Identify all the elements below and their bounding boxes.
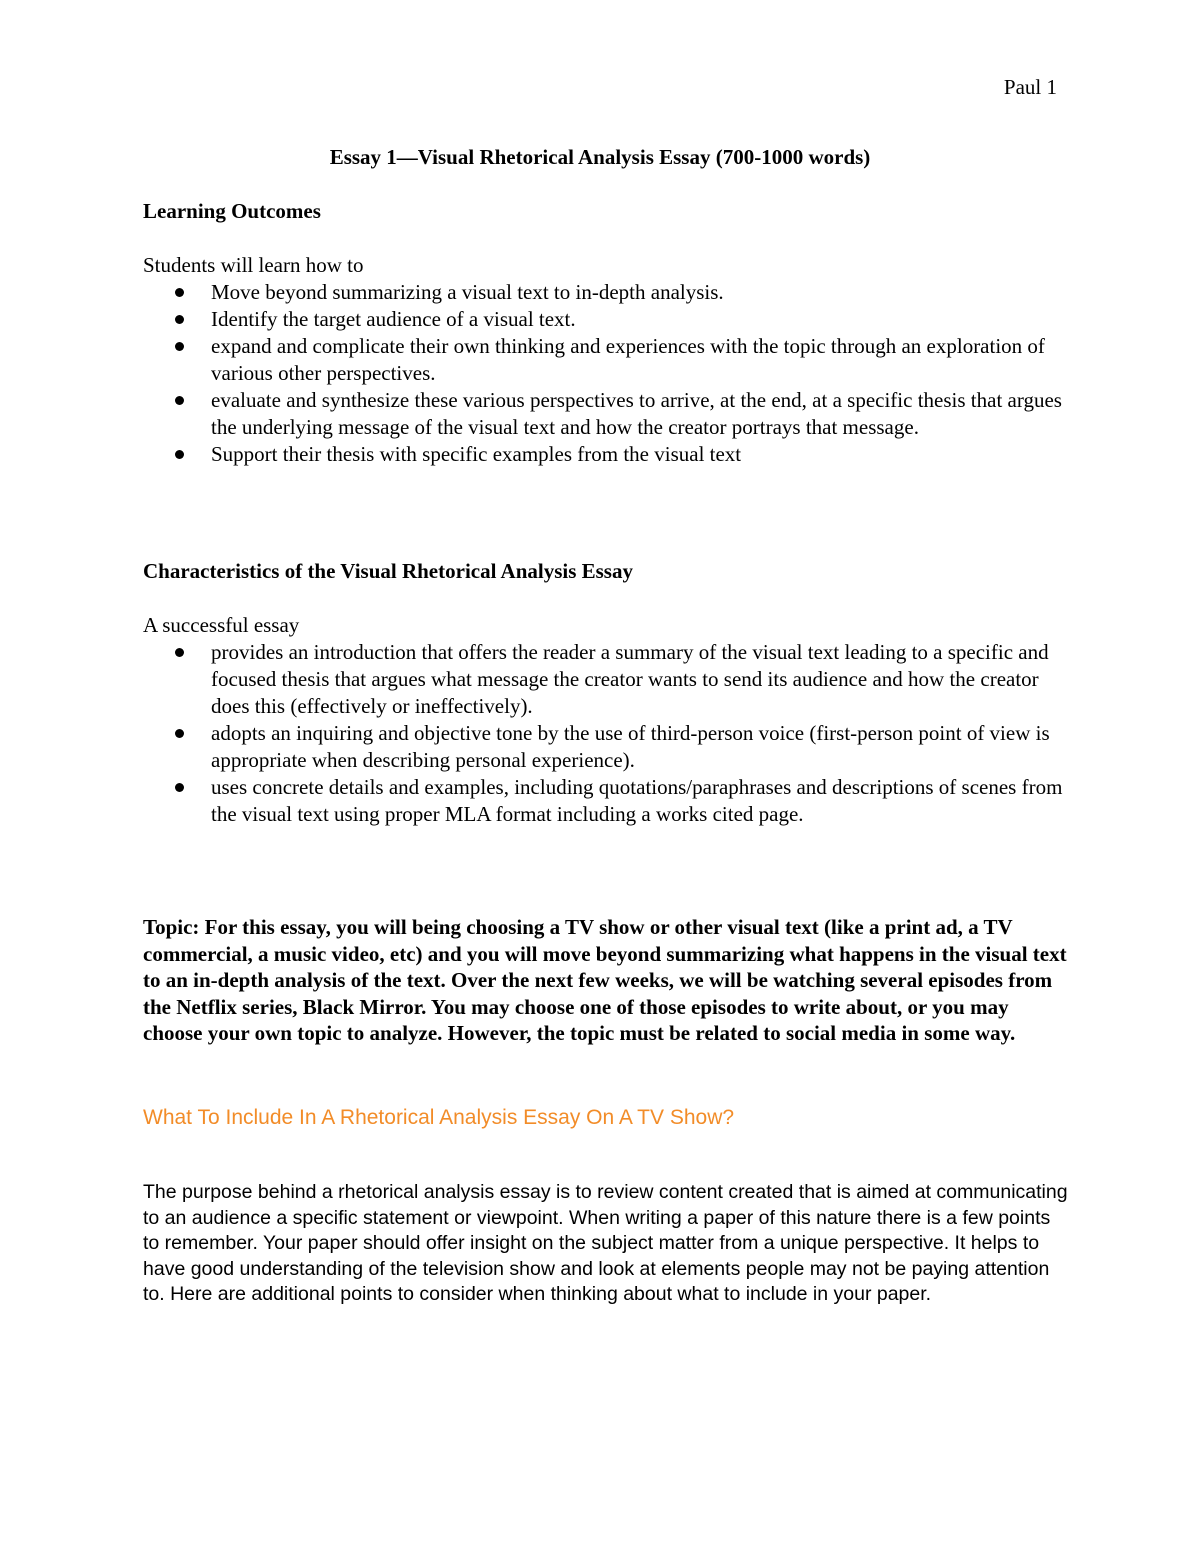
bullet-icon — [175, 396, 184, 405]
characteristics-list — [143, 639, 1068, 828]
list-item: adopts an inquiring and objective tone by the use of third-person voice (first-person point of view is appropriate when describing personal experience). — [143, 720, 1068, 774]
bullet-icon — [175, 450, 184, 459]
purpose-paragraph: The purpose behind a rhetorical analysis essay is to review content created that is aimed at communicating to an audience a specific statement or viewpoint. When writing a paper of this nature there is a few points to remember. Your paper should offer insight on the subject matter from a unique perspective. It helps to have good understanding of the television show and look at elements people may not be paying attention to. Here are additional points to consider when thinking about what to include in your paper. — [143, 1181, 1068, 1305]
bullet-icon — [175, 648, 184, 657]
list-item: Move beyond summarizing a visual text to in-depth analysis. — [143, 279, 1068, 306]
list-item: uses concrete details and examples, including quotations/paraphrases and descriptions of scenes from the visual text using proper MLA format including a works cited page. — [143, 774, 1068, 828]
bullet-icon — [175, 288, 184, 297]
learning-outcomes-heading: Learning Outcomes — [143, 199, 321, 223]
page-header-label: Paul 1 — [1003, 75, 1057, 99]
list-item: provides an introduction that offers the reader a summary of the visual text leading to a specific and focused thesis that argues what message the creator wants to send its audience and how the creator does this (effectively or ineffectively). — [143, 639, 1068, 720]
essay-title: Essay 1—Visual Rhetorical Analysis Essay (700-1000 words) — [329, 145, 871, 169]
bullet-icon — [175, 729, 184, 738]
bullet-icon — [175, 315, 184, 324]
topic-paragraph: Topic: For this essay, you will being choosing a TV show or other visual text (like a print ad, a TV commercial, a music video, etc) and you will move beyond summarizing what happens in the visual text to an in-depth analysis of the text. Over the next few weeks, we will be watching several episodes from the Netflix series, Black Mirror. You may choose one of those episodes to write about, or you may choose your own topic to analyze. However, the topic must be related to social media in some way. — [143, 915, 1067, 1045]
learning-outcomes-section — [143, 198, 1068, 468]
list-item: Identify the target audience of a visual text. — [143, 306, 1068, 333]
bullet-icon — [175, 342, 184, 351]
bullet-icon — [175, 783, 184, 792]
characteristics-intro: A successful essay — [143, 613, 300, 637]
characteristics-heading: Characteristics of the Visual Rhetorical Analysis Essay — [143, 559, 633, 583]
list-item: Support their thesis with specific examples from the visual text — [143, 441, 1068, 468]
section-heading-what-to-include: What To Include In A Rhetorical Analysis Essay On A TV Show? — [143, 1106, 735, 1129]
list-item: expand and complicate their own thinking and experiences with the topic through an exploration of various other perspectives. — [143, 333, 1068, 387]
list-item: evaluate and synthesize these various perspectives to arrive, at the end, at a specific thesis that argues the underlying message of the visual text and how the creator portrays that message. — [143, 387, 1068, 441]
characteristics-section — [143, 558, 1068, 828]
learning-outcomes-intro: Students will learn how to — [143, 253, 364, 277]
learning-outcomes-list — [143, 279, 1068, 468]
